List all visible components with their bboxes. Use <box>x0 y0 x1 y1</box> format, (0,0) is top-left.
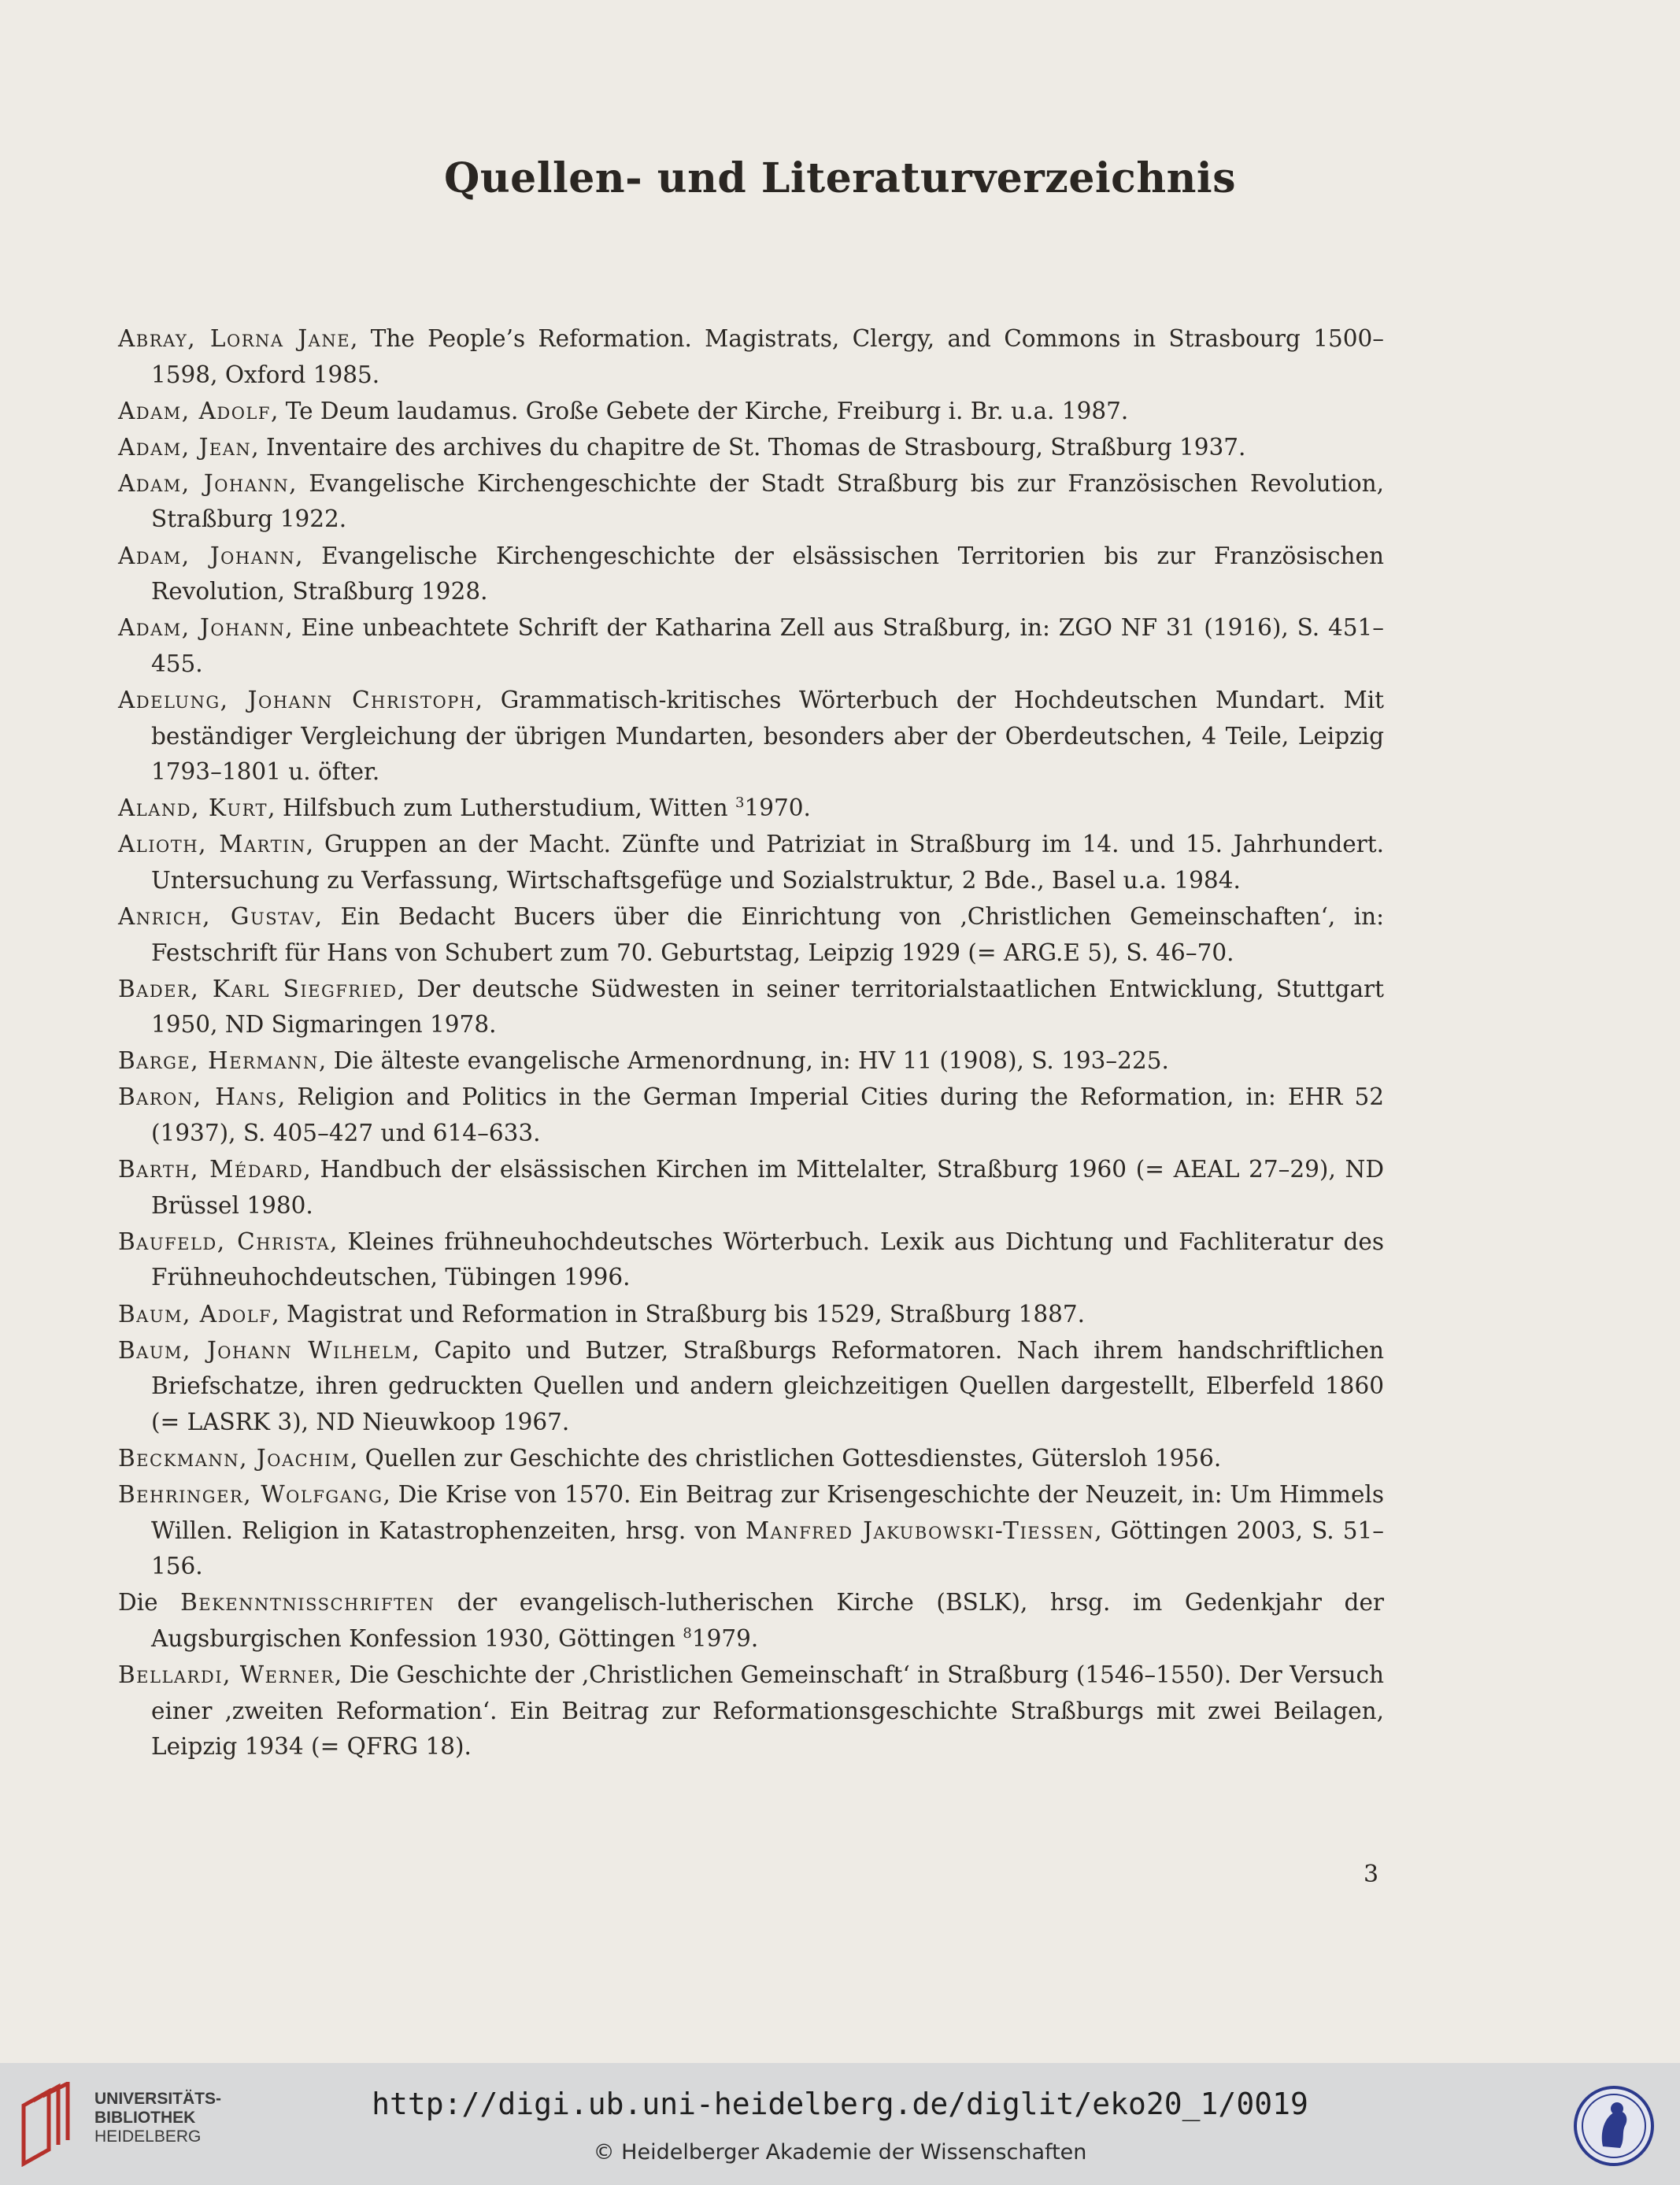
entry-text: , Hilfsbuch zum Lutherstudium, Witten <box>268 794 735 822</box>
bibliography-entry <box>118 972 1384 1043</box>
logo-line-1: UNIVERSITÄTS- <box>94 2090 222 2108</box>
entry-text: , Quellen zur Geschichte des christlichen Gottesdienstes, Gütersloh 1956. <box>350 1444 1222 1472</box>
entry-text: , Eine unbeachtete Schrift der Katharina Zell aus Straßburg, in: ZGO NF 31 (1916), S. 451–455. <box>151 614 1385 677</box>
entry-text: , Der deutsche Südwesten in seiner territorialstaatlichen Entwicklung, Stuttgart 1950, ND Sigmaringen 1978. <box>151 975 1385 1039</box>
entry-text: , Capito und Butzer, Straßburgs Reformatoren. Nach ihrem handschriftlichen Briefschatze, ihren gedruckten Quellen und andern gleichzeitigen Quellen dargestellt, Elberfeld 1860 (= LASRK 3), ND Nieuwkoop 1967. <box>151 1336 1384 1435</box>
entry-author: Adam, Johann <box>118 542 296 569</box>
entry-text: , Die Krise von 1570. Ein Beitrag zur Krisengeschichte der Neuzeit, in: Um Himmels Willen. Religion in Katastrophenzeiten, hrsg. von <box>151 1481 1385 1544</box>
entry-prefix: Die <box>118 1589 181 1617</box>
entry-author: Anrich, Gustav <box>118 903 315 930</box>
entry-author: Bader, Karl Siegfried <box>118 975 398 1002</box>
copyright-notice: © Heidelberger Akademie der Wissenschaften <box>593 2140 1087 2165</box>
entry-text: , Gruppen an der Macht. Zünfte und Patriziat in Straßburg im 14. und 15. Jahrhundert. Untersuchung zu Verfassung, Wirtschaftsgefüge und Sozialstruktur, 2 Bde., Basel u.a. 1984. <box>151 831 1385 894</box>
bibliography-entry <box>118 1224 1384 1296</box>
bibliography-entry <box>118 394 1384 430</box>
entry-text: , Inventaire des archives du chapitre de St. Thomas de Strasbourg, Straßburg 1937. <box>251 433 1246 461</box>
edition-superscript: 3 <box>735 794 745 812</box>
bibliography-entry <box>118 1297 1384 1333</box>
bibliography-entry <box>118 1441 1384 1477</box>
bibliography-entry <box>118 1043 1384 1080</box>
bibliography-entry <box>118 430 1384 466</box>
entry-text: , Grammatisch-kritisches Wörterbuch der Hochdeutschen Mundart. Mit beständiger Vergleichung der übrigen Mundarten, besonders aber der Oberdeutschen, 4 Teile, Leipzig 1793–1801 u. öfter. <box>151 686 1384 786</box>
entry-text-continued: 1979. <box>691 1624 759 1652</box>
entry-text-continued: , Göttingen 2003, S. 51–156. <box>151 1517 1385 1580</box>
bibliography-entry <box>118 321 1384 393</box>
entry-text: , Religion and Politics in the German Imperial Cities during the Reformation, in: EHR 52 (1937), S. 405–427 und 614–633. <box>151 1083 1384 1147</box>
logo-line-3: HEIDELBERG <box>94 2128 202 2146</box>
entry-text: , Te Deum laudamus. Große Gebete der Kirche, Freiburg i. Br. u.a. 1987. <box>270 397 1129 424</box>
footer-bar <box>0 2063 1680 2185</box>
entry-text: , Handbuch der elsässischen Kirchen im Mittelalter, Straßburg 1960 (= AEAL 27–29), ND Brüssel 1980. <box>151 1156 1384 1219</box>
bibliography-entry <box>118 539 1384 610</box>
bibliography-entry <box>118 1333 1384 1441</box>
entry-author: Barth, Médard <box>118 1156 304 1183</box>
entry-text: , Die Geschichte der ‚Christlichen Gemeinschaft‘ in Straßburg (1546–1550). Der Versuch einer ‚zweiten Reformation‘. Ein Beitrag zur Reformationsgeschichte Straßburgs mit zwei Beilagen, Leipzig 1934 (= QFRG 18). <box>151 1661 1384 1761</box>
entry-text: , Ein Bedacht Bucers über die Einrichtung von ‚Christlichen Gemeinschaften‘, in: Festschrift für Hans von Schubert zum 70. Geburtstag, Leipzig 1929 (= ARG.E 5), S. 46–70. <box>151 903 1385 966</box>
entry-author: Abray, Lorna Jane <box>118 325 351 352</box>
bibliography-entry <box>118 1657 1384 1765</box>
entry-text: , The People’s Reformation. Magistrats, Clergy, and Commons in Strasbourg 1500–1598, Oxford 1985. <box>151 325 1384 388</box>
bibliography-entry <box>118 1080 1384 1151</box>
bibliography-entry <box>118 1585 1384 1657</box>
page-title: Quellen- und Literaturverzeichnis <box>444 154 1236 202</box>
entry-author: Baufeld, Christa <box>118 1228 331 1255</box>
bibliography-entry <box>118 827 1384 898</box>
edition-superscript: 8 <box>683 1625 692 1642</box>
entry-text: , Die älteste evangelische Armenordnung, in: HV 11 (1908), S. 193–225. <box>318 1047 1169 1075</box>
entry-author: Beckmann, Joachim <box>118 1444 350 1472</box>
bibliography-entry <box>118 610 1384 682</box>
entry-text: der evangelisch-lutherischen Kirche (BSLK), hrsg. im Gedenkjahr der Augsburgischen Konfession 1930, Göttingen <box>151 1589 1385 1652</box>
entry-text: , Evangelische Kirchengeschichte der elsässischen Territorien bis zur Französischen Revolution, Straßburg 1928. <box>151 542 1384 606</box>
bibliography-list <box>118 321 1384 1765</box>
entry-text: , Magistrat und Reformation in Straßburg bis 1529, Straßburg 1887. <box>272 1300 1086 1328</box>
bibliography-entry <box>118 1477 1384 1585</box>
bibliography-entry <box>118 1152 1384 1224</box>
entry-author: Barge, Hermann <box>118 1047 319 1075</box>
entry-author: Adam, Adolf <box>118 397 271 424</box>
entry-author: Bekenntnisschriften <box>180 1589 435 1617</box>
bibliography-entry <box>118 683 1384 791</box>
entry-text-continued: 1970. <box>744 794 811 822</box>
entry-author: Alioth, Martin <box>118 831 306 858</box>
entry-text: , Evangelische Kirchengeschichte der Stadt Straßburg bis zur Französischen Revolution, Straßburg 1922. <box>151 469 1384 533</box>
bibliography-entry <box>118 899 1384 971</box>
page-number: 3 <box>1364 1861 1379 1888</box>
entry-author: Baron, Hans <box>118 1083 278 1111</box>
entry-author: Behringer, Wolfgang <box>118 1481 383 1508</box>
logo-line-2: BIBLIOTHEK <box>94 2109 196 2127</box>
bibliography-entry <box>118 791 1384 827</box>
entry-author: Adam, Johann <box>118 469 290 497</box>
entry-editor: Manfred Jakubowski-Tiessen <box>745 1517 1095 1544</box>
entry-author: Bellardi, Werner <box>118 1661 335 1688</box>
entry-author: Baum, Adolf <box>118 1300 272 1328</box>
document-url-link[interactable]: http://digi.ub.uni-heidelberg.de/diglit/eko20_1/0019 <box>372 2087 1308 2121</box>
entry-author: Aland, Kurt <box>118 794 268 822</box>
entry-author: Baum, Johann Wilhelm <box>118 1336 413 1364</box>
entry-author: Adam, Johann <box>118 614 286 642</box>
academy-seal-icon <box>1573 2085 1655 2167</box>
entry-author: Adam, Jean <box>118 433 252 461</box>
entry-author: Adelung, Johann Christoph <box>118 686 476 713</box>
bibliography-entry <box>118 466 1384 538</box>
entry-text: , Kleines frühneuhochdeutsches Wörterbuch. Lexik aus Dichtung und Fachliteratur des Frühneuhochdeutschen, Tübingen 1996. <box>151 1228 1384 1291</box>
